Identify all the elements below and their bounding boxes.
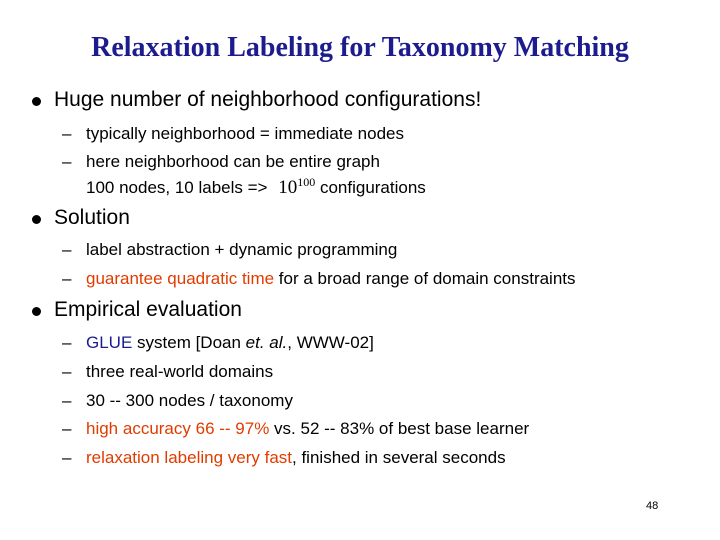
sub-item: here neighborhood can be entire graph bbox=[86, 152, 380, 171]
sub-rest: , WWW-02] bbox=[287, 333, 374, 352]
highlight-text: guarantee quadratic time bbox=[86, 269, 275, 288]
sub-rest: , finished in several seconds bbox=[292, 448, 506, 467]
sub-dash: – bbox=[62, 419, 72, 438]
sub-rest: for a broad range of domain constraints bbox=[274, 269, 576, 288]
sub-item bbox=[86, 333, 374, 353]
sub-item bbox=[86, 269, 576, 289]
sub-item bbox=[86, 419, 529, 439]
sub-rest: system [Doan bbox=[132, 333, 246, 352]
highlight-text: high accuracy 66 -- 97% bbox=[86, 419, 270, 438]
math-base: 10 bbox=[278, 177, 298, 198]
page-number: 48 bbox=[646, 500, 659, 512]
bullet-1: Huge number of neighborhood configurations! bbox=[54, 88, 482, 111]
bullet-3: Empirical evaluation bbox=[54, 298, 242, 321]
math-exponent: 100 bbox=[297, 175, 316, 189]
sub-dash: – bbox=[62, 269, 72, 288]
bullet-2: Solution bbox=[54, 206, 130, 229]
sub-dash: – bbox=[62, 240, 72, 259]
sub-dash: – bbox=[62, 333, 72, 352]
sub-item: label abstraction + dynamic programming bbox=[86, 240, 398, 259]
sub-rest: vs. 52 -- 83% of best base learner bbox=[269, 419, 530, 438]
continuation-tail: configurations bbox=[319, 178, 426, 197]
sub-item: 30 -- 300 nodes / taxonomy bbox=[86, 391, 293, 410]
sub-continuation bbox=[86, 177, 426, 199]
bullet-dot-icon bbox=[32, 97, 41, 106]
bullet-dot-icon bbox=[32, 215, 41, 224]
sub-dash: – bbox=[62, 391, 72, 410]
glue-highlight: GLUE bbox=[86, 333, 133, 352]
sub-dash: – bbox=[62, 152, 72, 171]
sub-dash: – bbox=[62, 448, 72, 467]
math-expression bbox=[278, 177, 315, 198]
sub-dash: – bbox=[62, 124, 72, 143]
sub-item: typically neighborhood = immediate nodes bbox=[86, 124, 405, 143]
sub-item bbox=[86, 448, 506, 468]
slide-title: Relaxation Labeling for Taxonomy Matching bbox=[91, 32, 629, 63]
sub-item: three real-world domains bbox=[86, 362, 274, 381]
highlight-text: relaxation labeling very fast bbox=[86, 448, 293, 467]
bullet-dot-icon bbox=[32, 307, 41, 316]
sub-dash: – bbox=[62, 362, 72, 381]
continuation-lead: 100 nodes, 10 labels => bbox=[86, 178, 268, 197]
italic-text: et. al. bbox=[245, 333, 288, 352]
